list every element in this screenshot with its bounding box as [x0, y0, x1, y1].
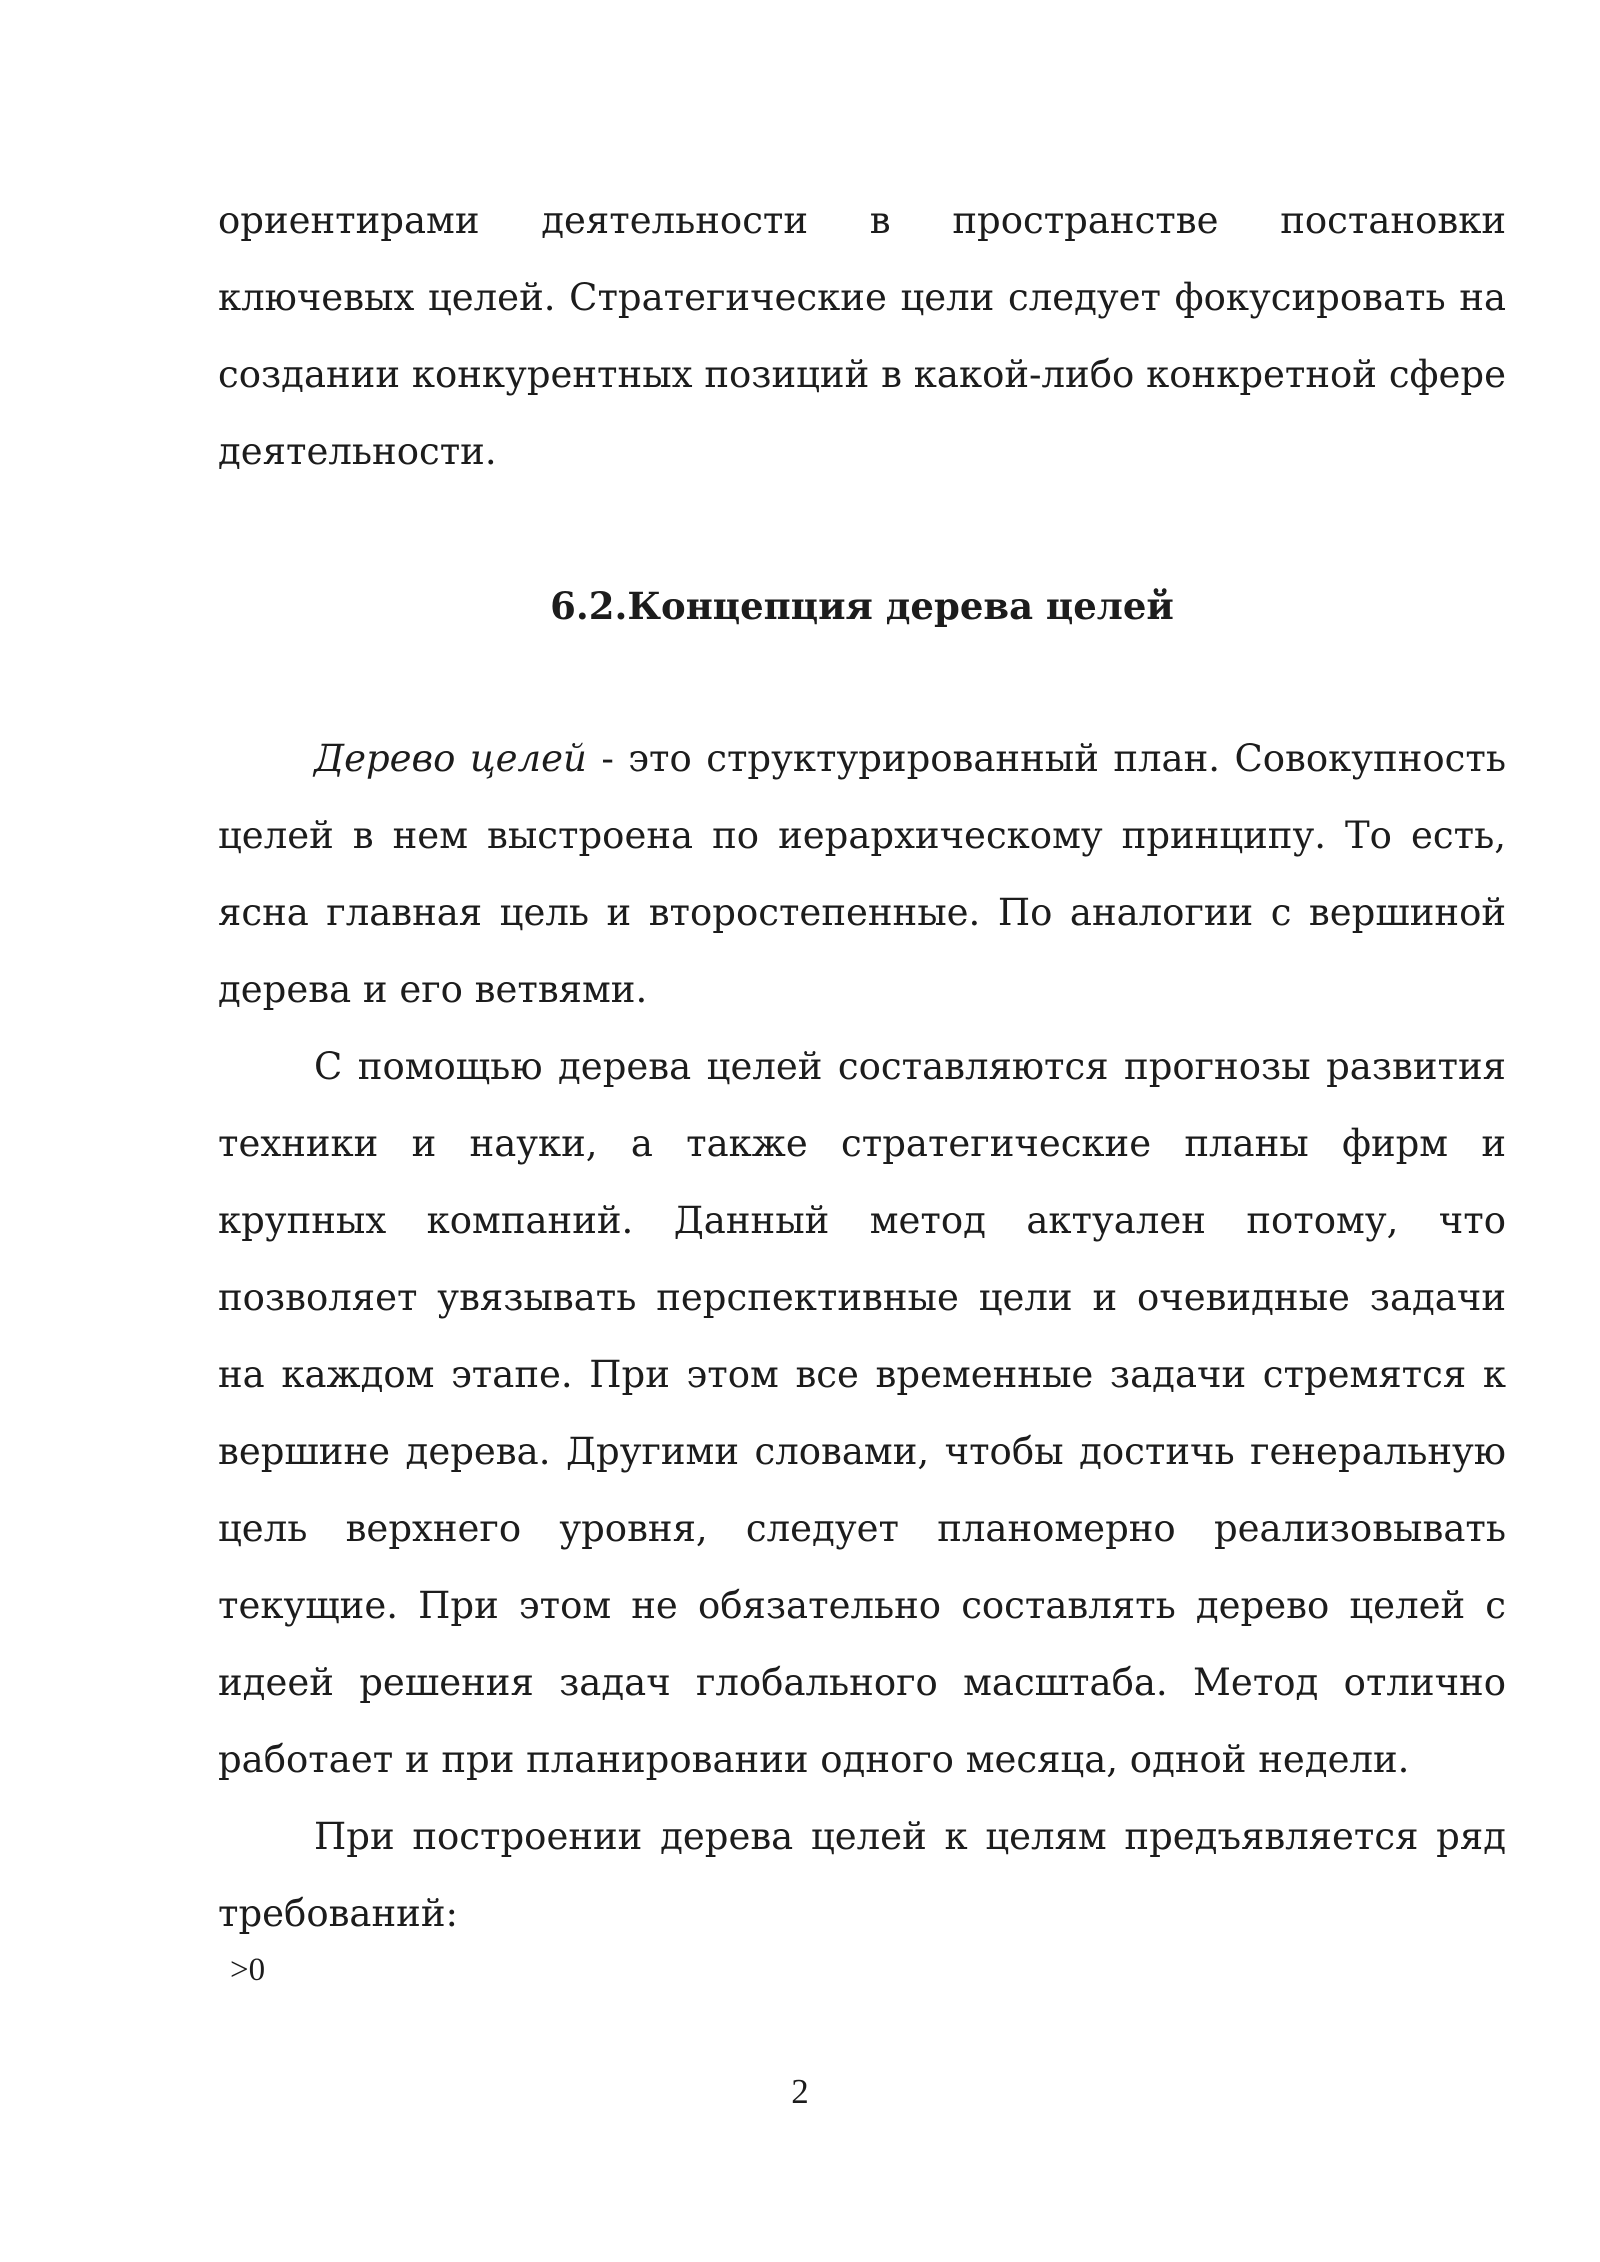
list-marker: >0 — [230, 1952, 266, 1988]
paragraph-continued: ориентирами деятельности в пространстве постановки ключевых целей. Стратегические цели следует фокусировать на создании конкурентных позиций в какой-либо конкретной сфере деятельности. — [218, 199, 1506, 473]
paragraph-requirements: При построении дерева целей к целям предъявляется ряд требований: — [218, 1815, 1506, 1935]
paragraph-definition — [218, 720, 1506, 1028]
page-number: 2 — [791, 2072, 809, 2111]
definition-text: - это структурированный план. Совокупность целей в нем выстроена по иерархическому принципу. То есть, ясна главная цель и второстепенные. По аналогии с вершиной дерева и его ветвями. — [218, 737, 1506, 1011]
section-heading: 6.2.Концепция дерева целей — [550, 584, 1174, 628]
definition-term: Дерево целей — [314, 737, 587, 780]
paragraph-method: С помощью дерева целей составляются прогнозы развития техники и науки, а также стратегические планы фирм и крупных компаний. Данный метод актуален потому, что позволяет увязывать перспективные цели и очевидные задачи на каждом этапе. При этом все временные задачи стремятся к вершине дерева. Другими словами, чтобы достичь генеральную цель верхнего уровня, следует планомерно реализовывать текущие. При этом не обязательно составлять дерево целей с идеей решения задач глобального масштаба. Метод отлично работает и при планировании одного месяца, одной недели. — [218, 1045, 1506, 1781]
